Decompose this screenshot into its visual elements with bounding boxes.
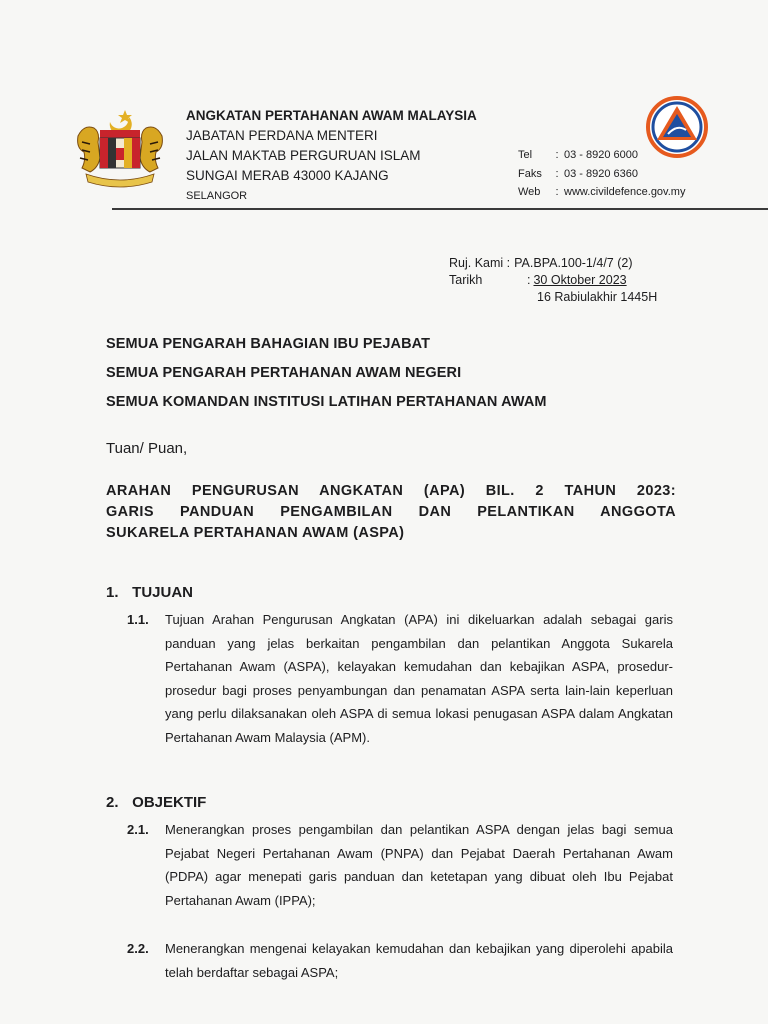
reference-block: [449, 255, 657, 306]
org-name: ANGKATAN PERTAHANAN AWAM MALAYSIA: [186, 108, 477, 123]
contact-fax: [518, 165, 685, 184]
contact-web: [518, 183, 685, 202]
section-number: 1.: [106, 584, 119, 601]
reference-date: [449, 272, 657, 289]
coat-of-arms-icon: [70, 104, 170, 188]
paragraph-text: Tujuan Arahan Pengurusan Angkatan (APA) ini dikeluarkan adalah sebagai garis panduan yang jelas berkaitan pengambilan dan pelantikan Anggota Sukarela Pertahanan Awam (ASPA), kelayakan kemudahan dan kebajikan ASPA, prosedur-prosedur bagi proses penyambungan dan penamatan ASPA serta lain-lain keperluan yang perlu dilaksanakan oleh ASPA di semua lokasi penugasan ASPA dalam Angkatan Pertahanan Awam Malaysia (APM).: [165, 612, 673, 745]
paragraph-number: 2.1.: [127, 822, 149, 837]
recipient-line: SEMUA PENGARAH PERTAHANAN AWAM NEGERI: [106, 365, 462, 381]
contact-colon: :: [555, 186, 559, 198]
paragraph-number: 1.1.: [127, 612, 149, 627]
contact-value: www.civildefence.gov.my: [564, 186, 686, 198]
organization-address: [186, 106, 477, 206]
paragraph-1-1: [127, 608, 673, 749]
salutation: Tuan/ Puan,: [106, 440, 188, 457]
paragraph-text: Menerangkan mengenai kelayakan kemudahan dan kebajikan yang diperolehi apabila telah berdaftar sebagai ASPA;: [165, 941, 673, 980]
reference-label: Ruj. Kami :: [449, 256, 511, 270]
subject-line: GARIS PANDUAN PENGAMBILAN DAN PELANTIKAN ANGGOTA: [106, 504, 676, 520]
subject-line: ARAHAN PENGURUSAN ANGKATAN (APA) BIL. 2 TAHUN 2023:: [106, 483, 676, 499]
paragraph-text: Menerangkan proses pengambilan dan pelantikan ASPA dengan jelas bagi semua Pejabat Negeri Pertahanan Awam (PNPA) dan Pejabat Daerah Pertahanan Awam (PDPA) agar menepati garis panduan dan ketetapan yang dibuat oleh Ibu Pejabat Pertahanan Awam (IPPA);: [165, 822, 673, 908]
date-label: Tarikh: [449, 273, 483, 287]
subject-line: SUKARELA PERTAHANAN AWAM (ASPA): [106, 525, 405, 541]
org-street: JALAN MAKTAB PERGURUAN ISLAM: [186, 148, 421, 163]
org-city: SUNGAI MERAB 43000 KAJANG: [186, 168, 389, 183]
contact-value: 03 - 8920 6360: [564, 167, 639, 180]
section-title-text: OBJEKTIF: [132, 794, 207, 811]
paragraph-number: 2.2.: [127, 941, 149, 956]
contact-label: Tel: [518, 149, 533, 161]
contact-label: Web: [518, 186, 541, 198]
section-number: 2.: [106, 794, 119, 811]
paragraph-2-2: [127, 937, 673, 984]
contact-value: 03 - 8920 6000: [564, 149, 639, 161]
org-state: SELANGOR: [186, 190, 248, 202]
paragraph-2-1: [127, 818, 673, 912]
date-value: 30 Oktober 2023: [533, 273, 627, 287]
hijri-date: 16 Rabiulakhir 1445H: [537, 290, 658, 304]
section-title-tujuan: [106, 584, 193, 601]
recipients: [106, 336, 547, 423]
contact-colon: :: [555, 167, 559, 180]
civil-defence-logo-icon: [646, 96, 708, 158]
letterhead-divider: [112, 208, 768, 210]
date-colon: :: [527, 273, 531, 287]
contact-colon: :: [555, 149, 559, 161]
section-title-objektif: [106, 794, 206, 811]
reference-value: PA.BPA.100-1/4/7 (2): [514, 256, 633, 270]
recipient-line: SEMUA KOMANDAN INSTITUSI LATIHAN PERTAHANAN AWAM: [106, 394, 547, 410]
contact-label: Faks: [518, 167, 542, 180]
subject-heading: [106, 481, 676, 544]
section-title-text: TUJUAN: [132, 584, 194, 601]
reference-number: [449, 255, 657, 272]
org-department: JABATAN PERDANA MENTERI: [186, 128, 378, 143]
recipient-line: SEMUA PENGARAH BAHAGIAN IBU PEJABAT: [106, 336, 431, 352]
